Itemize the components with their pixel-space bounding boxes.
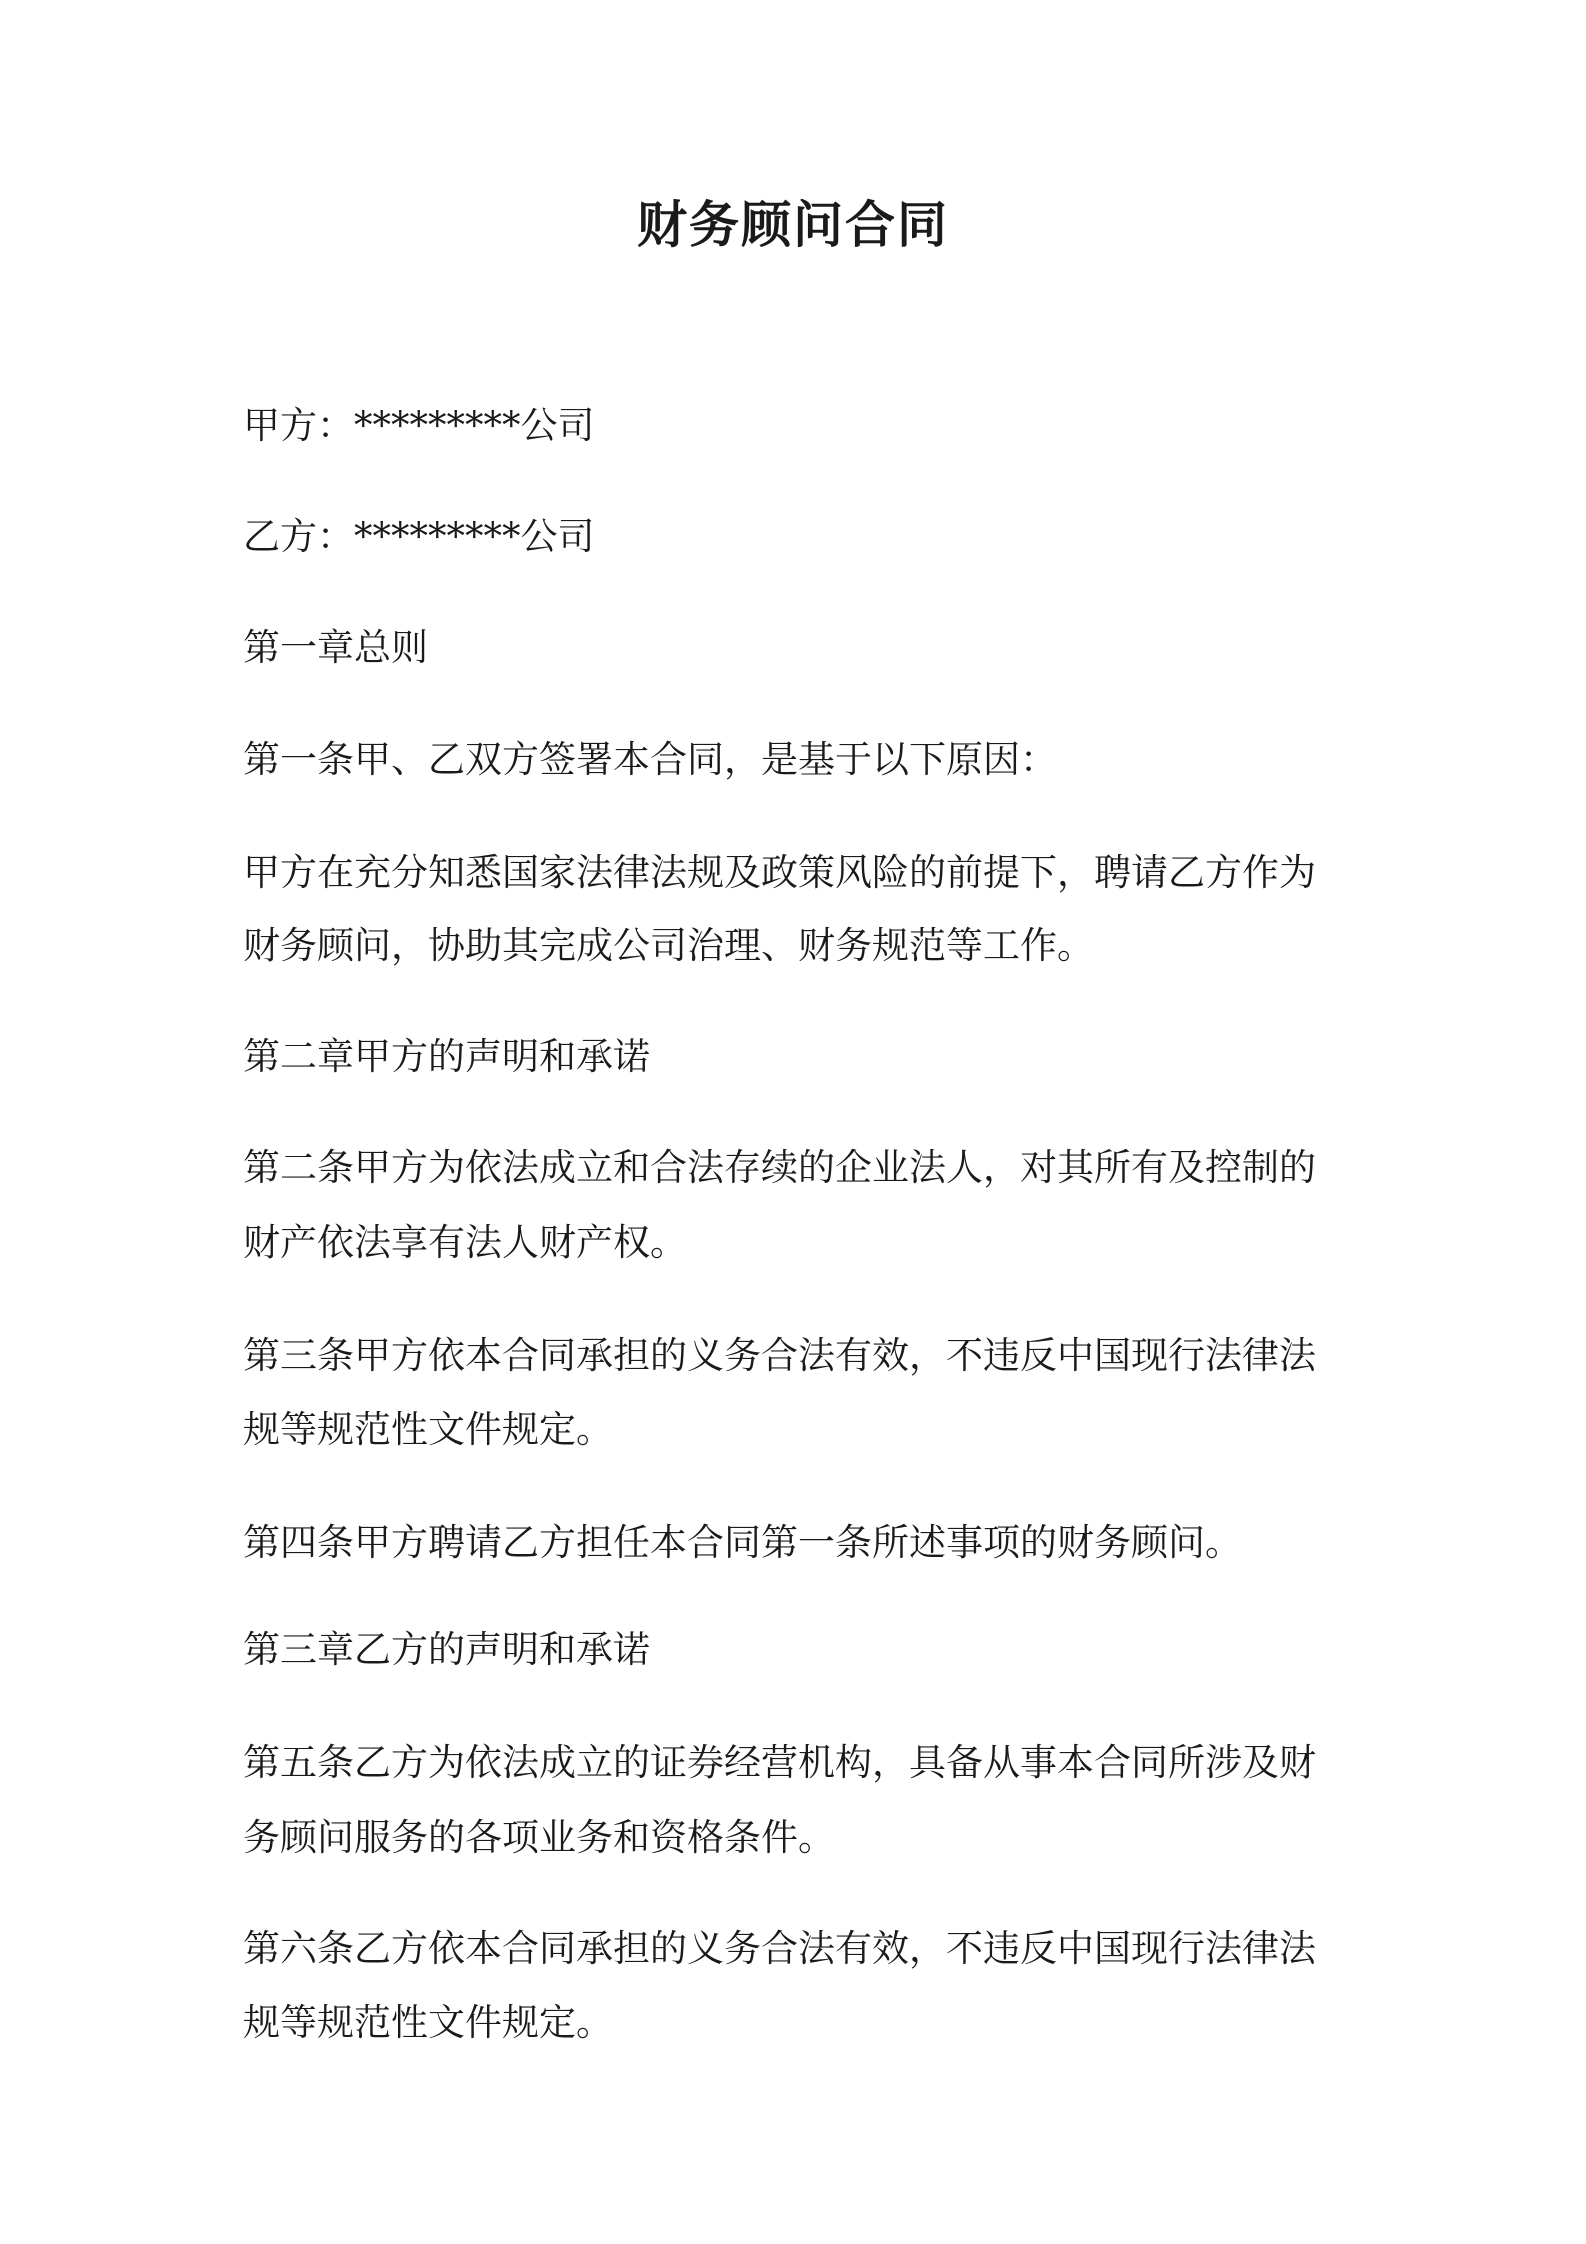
party-a-line: 甲方：*********公司 — [243, 404, 595, 447]
article-5-line: 务顾问服务的各项业务和资格条件。 — [243, 1816, 835, 1859]
article-1-line: 第一条甲、乙双方签署本合同，是基于以下原因： — [243, 738, 1057, 781]
article-3-line: 规等规范性文件规定。 — [243, 1408, 613, 1451]
article-6-line: 第六条乙方依本合同承担的义务合法有效，不违反中国现行法律法 — [243, 1927, 1316, 1970]
party-b-line: 乙方：*********公司 — [243, 515, 595, 558]
article-4-line: 第四条甲方聘请乙方担任本合同第一条所述事项的财务顾问。 — [243, 1521, 1242, 1564]
article-2-line: 第二条甲方为依法成立和合法存续的企业法人，对其所有及控制的 — [243, 1146, 1316, 1189]
chapter-2-heading: 第二章甲方的声明和承诺 — [243, 1035, 650, 1078]
document-title: 财务顾问合同 — [637, 195, 949, 254]
chapter-1-heading: 第一章总则 — [243, 626, 428, 669]
paragraph-line: 甲方在充分知悉国家法律法规及政策风险的前提下，聘请乙方作为 — [243, 851, 1316, 894]
article-5-line: 第五条乙方为依法成立的证券经营机构，具备从事本合同所涉及财 — [243, 1741, 1316, 1784]
chapter-3-heading: 第三章乙方的声明和承诺 — [243, 1628, 650, 1671]
article-3-line: 第三条甲方依本合同承担的义务合法有效，不违反中国现行法律法 — [243, 1334, 1316, 1377]
paragraph-line: 财务顾问，协助其完成公司治理、财务规范等工作。 — [243, 924, 1094, 967]
article-6-line: 规等规范性文件规定。 — [243, 2001, 613, 2044]
article-2-line: 财产依法享有法人财产权。 — [243, 1221, 687, 1264]
